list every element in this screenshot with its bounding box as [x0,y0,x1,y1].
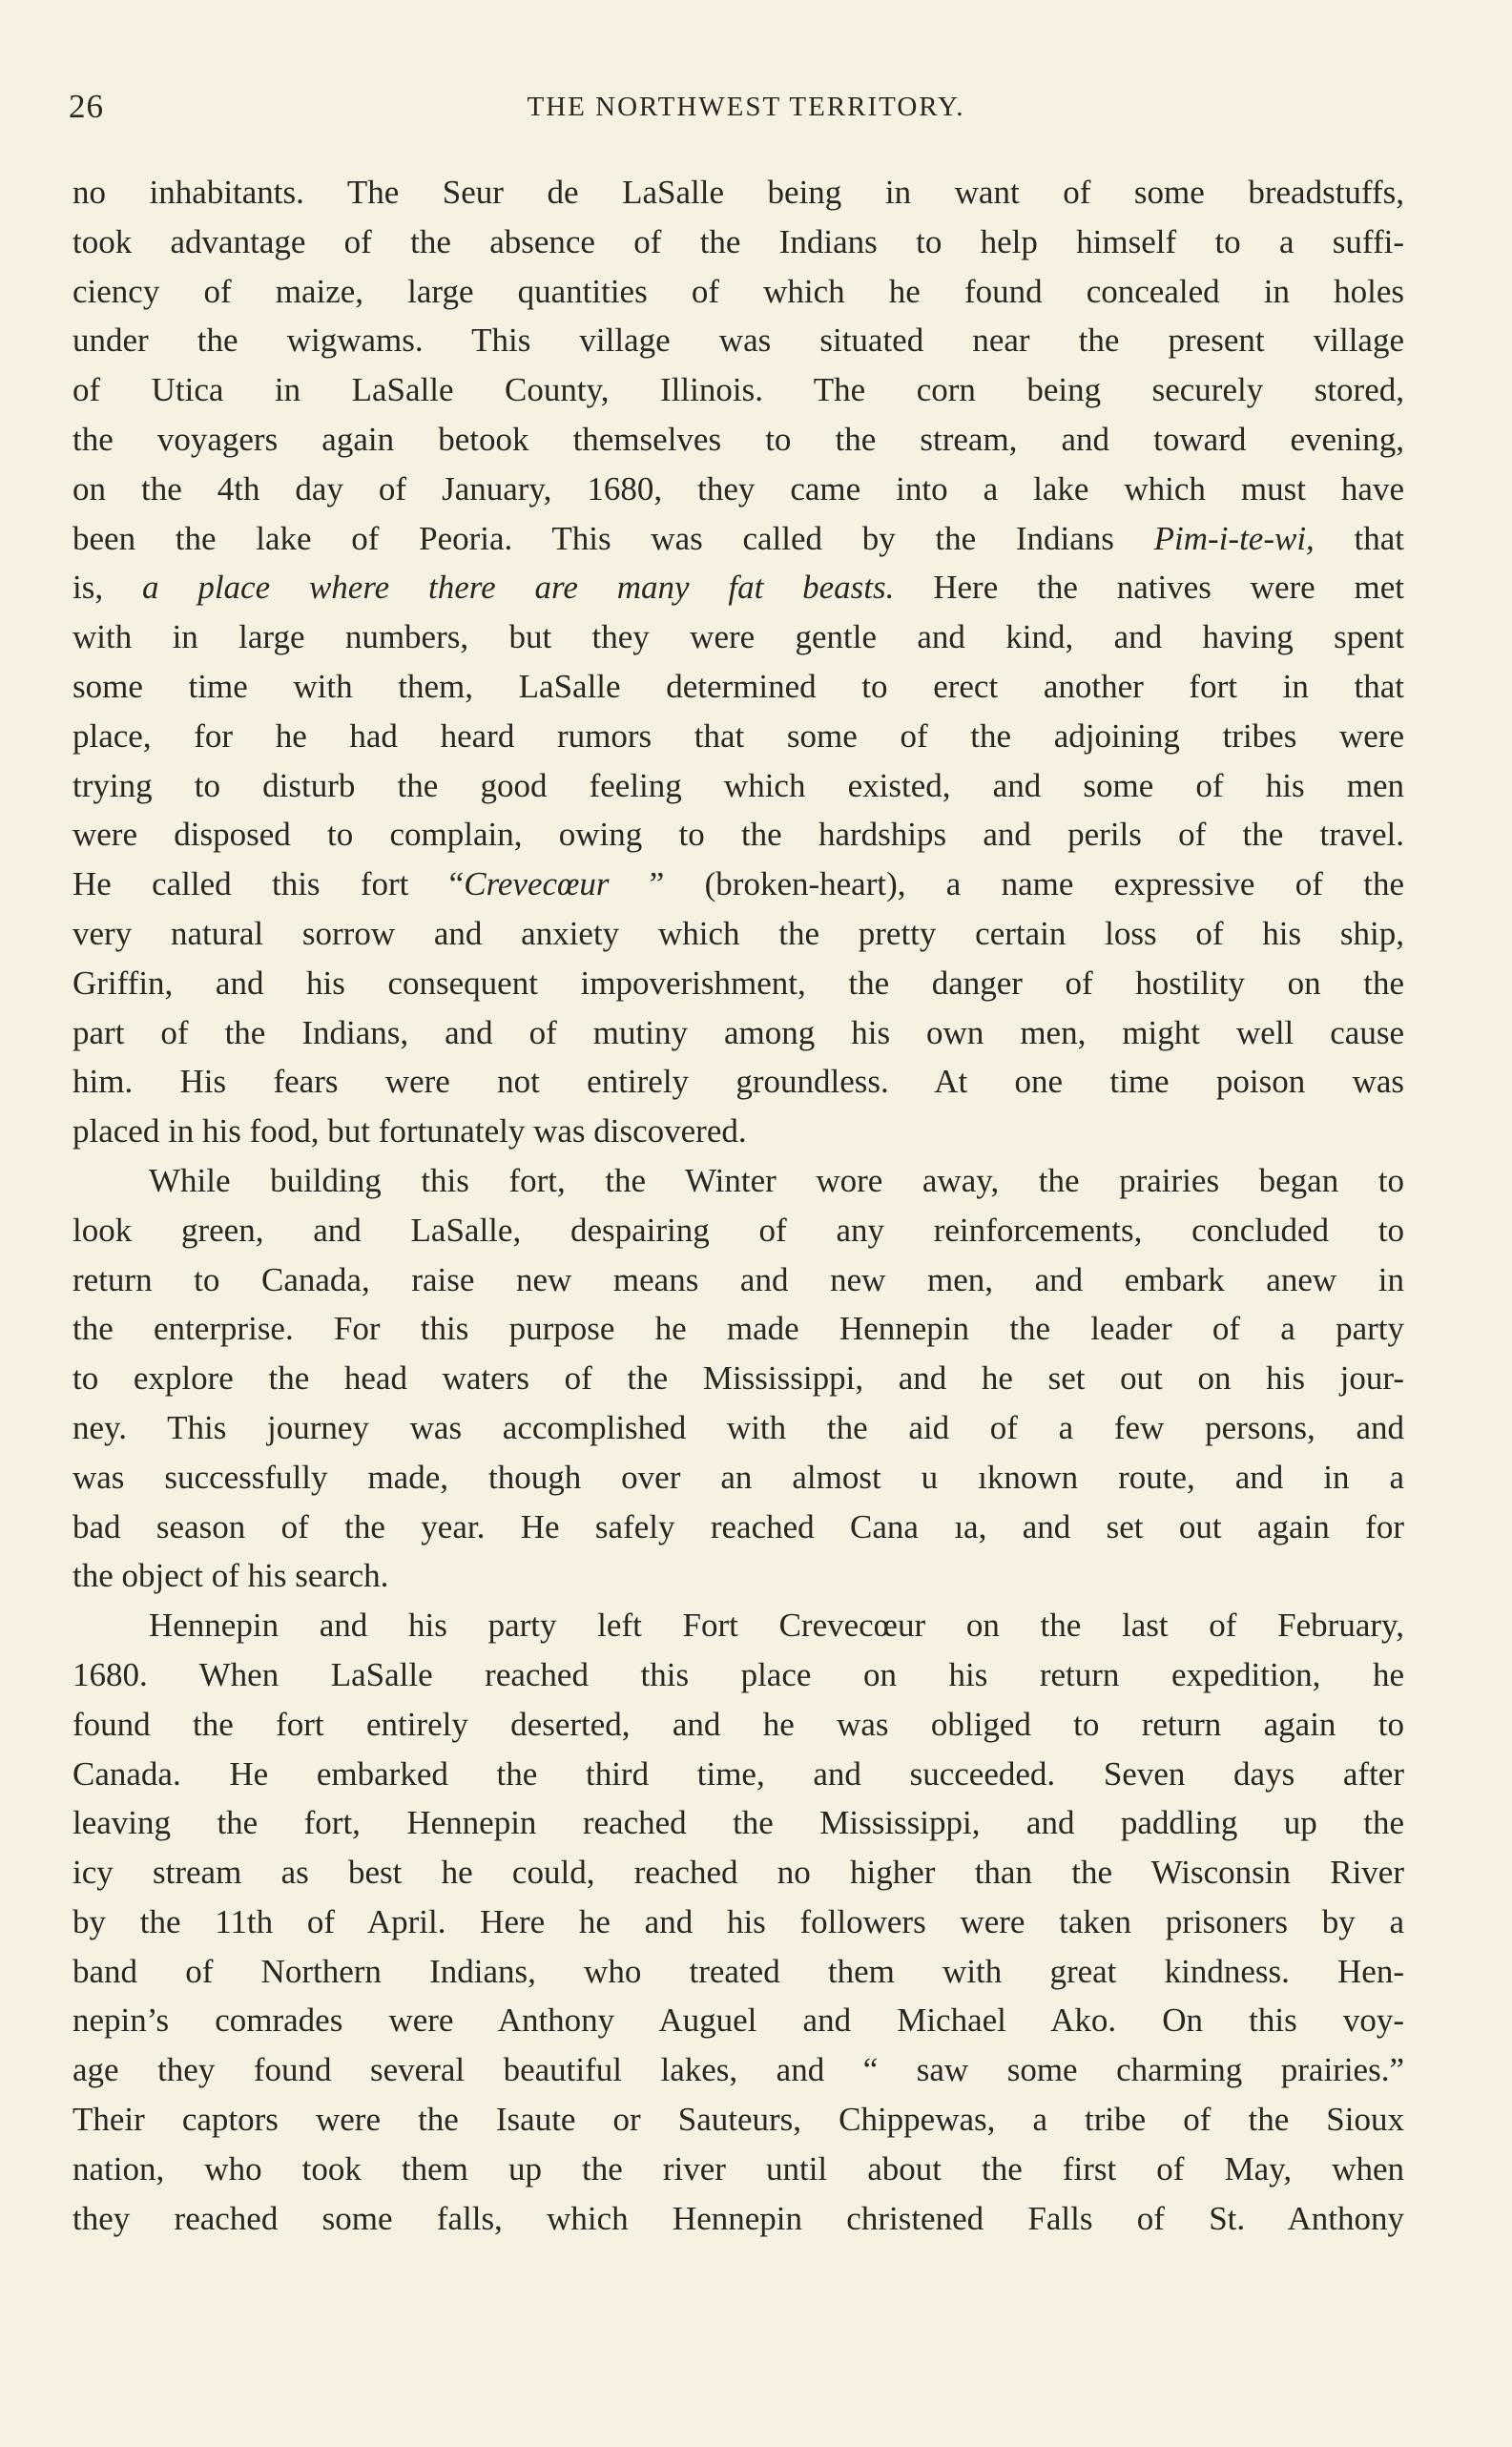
text-line: of Utica in LaSalle County, Illinois. The corn being securely stored, [72,371,1404,409]
italic-fort-name: Crevecœur [464,865,610,903]
text-line: was successfully made, though over an almost u ıknown route, and in a [72,1458,1404,1496]
body-text [72,168,1404,2243]
text-line: ney. This journey was accomplished with the aid of a few persons, and [72,1408,1404,1446]
text-line: nepin’s comrades were Anthony Auguel and Michael Ako. On this voy- [72,2001,1404,2040]
page-header [69,88,1423,135]
text-line: by the 11th of April. Here he and his followers were taken prisoners by a [72,1902,1404,1940]
text-line: to explore the head waters of the Mississippi, and he set out on his jour- [72,1359,1404,1398]
text-line: nation, who took them up the river until about the first of May, when [72,2149,1404,2188]
text-line: While building this fort, the Winter wore away, the prairies began to [149,1161,1404,1199]
text-line: under the wigwams. This village was situated near the present village [72,321,1404,360]
text-line: they reached some falls, which Hennepin christened Falls of St. Anthony [72,2199,1404,2237]
text-line: with in large numbers, but they were gentle and kind, and having spent [72,618,1404,656]
text-line: some time with them, LaSalle determined to erect another fort in that [72,667,1404,705]
text-line: Hennepin and his party left Fort Crevecœur on the last of February, [149,1607,1404,1645]
text-line: Griffin, and his consequent impoverishment, the danger of hostility on the [72,964,1404,1002]
text-line: look green, and LaSalle, despairing of any reinforcements, concluded to [72,1211,1404,1249]
text-run: ” (broken-heart), a name expressive of the [609,865,1404,903]
text-line [72,563,1404,612]
text-line: band of Northern Indians, who treated them with great kindness. Hen- [72,1952,1404,1990]
text-line: bad season of the year. He safely reached Cana ıa, and set out again for [72,1507,1404,1545]
text-line: Their captors were the Isaute or Sauteurs, Chippewas, a tribe of the Sioux [72,2101,1404,2139]
text-line: on the 4th day of January, 1680, they came into a lake which must have [72,469,1404,508]
text-line: took advantage of the absence of the Indians to help himself to a suffi- [72,222,1404,260]
text-line: part of the Indians, and of mutiny among his own men, might well cause [72,1013,1404,1051]
text-line: found the fort entirely deserted, and he was obliged to return again to [72,1705,1404,1743]
text-line: the enterprise. For this purpose he made Hennepin the leader of a party [72,1310,1404,1348]
text-line: Canada. He embarked the third time, and succeeded. Seven days after [72,1754,1404,1793]
text-line: icy stream as best he could, reached no higher than the Wisconsin River [72,1854,1404,1892]
text-run: Here the natives were met [894,569,1405,607]
text-line: 1680. When LaSalle reached this place on his return expedition, he [72,1655,1404,1693]
text-line: place, for he had heard rumors that some of the adjoining tribes were [72,716,1404,755]
italic-phrase: a place where there are many fat beasts. [141,569,895,607]
text-line: return to Canada, raise new means and new men, and embark anew in [72,1260,1404,1298]
text-line: placed in his food, but fortunately was discovered. [72,1112,747,1151]
text-line: no inhabitants. The Seur de LaSalle being in want of some breadstuffs, [72,174,1404,211]
text-line: the object of his search. [72,1557,389,1595]
text-line: were disposed to complain, owing to the hardships and perils of the travel. [72,816,1404,854]
text-run: been the lake of Peoria. This was called by the Indians [72,519,1114,557]
text-line: him. His fears were not entirely groundless. At one time poison was [72,1063,1404,1101]
text-line: age they found several beautiful lakes, and “ saw some charming prairies.” [72,2051,1404,2089]
text-run: is, [72,569,104,607]
text-run: that [1314,519,1405,557]
text-line: ciency of maize, large quantities of which he found concealed in holes [72,272,1404,310]
text-line [72,860,1404,909]
text-line: the voyagers again betook themselves to the stream, and toward evening, [72,420,1404,458]
italic-term: Pim-i-te-wi, [1153,519,1315,557]
running-head: THE NORTHWEST TERRITORY. [527,92,965,122]
text-line: very natural sorrow and anxiety which the pretty certain loss of his ship, [72,914,1404,952]
text-line [72,514,1404,564]
text-line: leaving the fort, Hennepin reached the Mississippi, and paddling up the [72,1804,1404,1842]
text-run: He called this fort “ [72,865,465,903]
text-line: trying to disturb the good feeling which existed, and some of his men [72,766,1404,804]
page-number: 26 [69,88,104,125]
